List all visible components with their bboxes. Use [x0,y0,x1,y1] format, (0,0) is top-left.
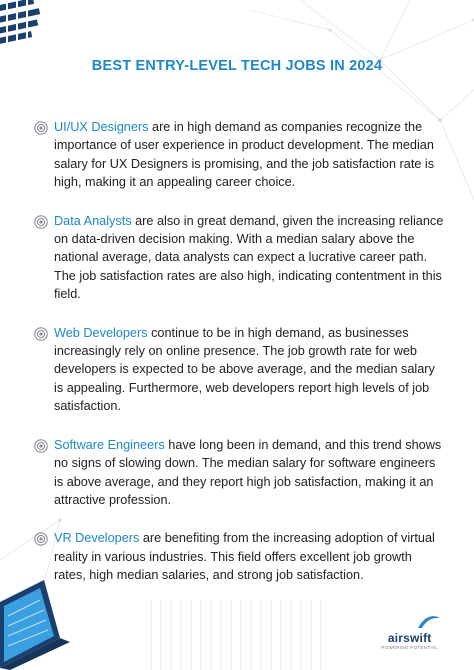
brand-logo [381,631,438,650]
job-description: continue to be in high demand, as businesses increasingly rely on online presence. The job growth rate for web developers is expected to be above average, and the median salary is appealing. Furthermore, web developers report high levels of job satisfaction. [54,325,435,414]
job-list [34,118,444,605]
target-circle-icon [34,532,48,546]
job-description: are also in great demand, given the increasing reliance on data-driven decision making. With a median salary above the national average, data analysts can expect a lucrative career path. The job satisfaction rates are also high, indicating contentment in this field. [54,213,444,302]
light-beam-decoration [150,600,330,670]
list-item [34,118,444,192]
target-circle-icon [34,215,48,229]
airswift-swish-icon [416,614,442,630]
job-title: Web Developers [54,325,148,340]
job-description: have long been in demand, and this trend shows no signs of slowing down. The median salary for software engineers is above average, and they report high job satisfaction, making it an attractive profession. [54,437,442,507]
brand-tagline: POWERING POTENTIAL [381,645,438,650]
job-title: VR Developers [54,531,140,546]
target-circle-icon [34,439,48,453]
job-title: UI/UX Designers [54,120,149,134]
list-item [34,212,444,304]
job-title: Software Engineers [54,437,165,452]
target-circle-icon [34,327,48,341]
list-item [34,436,444,510]
job-description: are in high demand as companies recognize the importance of user experience in product development. The median salary for UX Designers is promising, and the job satisfaction rate is high, making it an appealing career choice. [54,120,435,190]
brand-name: airswift [387,631,432,645]
page-title: BEST ENTRY-LEVEL TECH JOBS IN 2024 [91,58,383,74]
job-description: are benefiting from the increasing adoption of virtual reality in various industries. This field offers excellent job growth rates, high median salaries, and strong job satisfaction. [54,531,435,583]
list-item [34,529,444,584]
stacked-bars-logo-icon [0,0,46,52]
list-item [34,324,444,416]
job-title: Data Analysts [54,213,132,228]
laptop-icon [0,580,70,670]
target-circle-icon [34,121,48,135]
